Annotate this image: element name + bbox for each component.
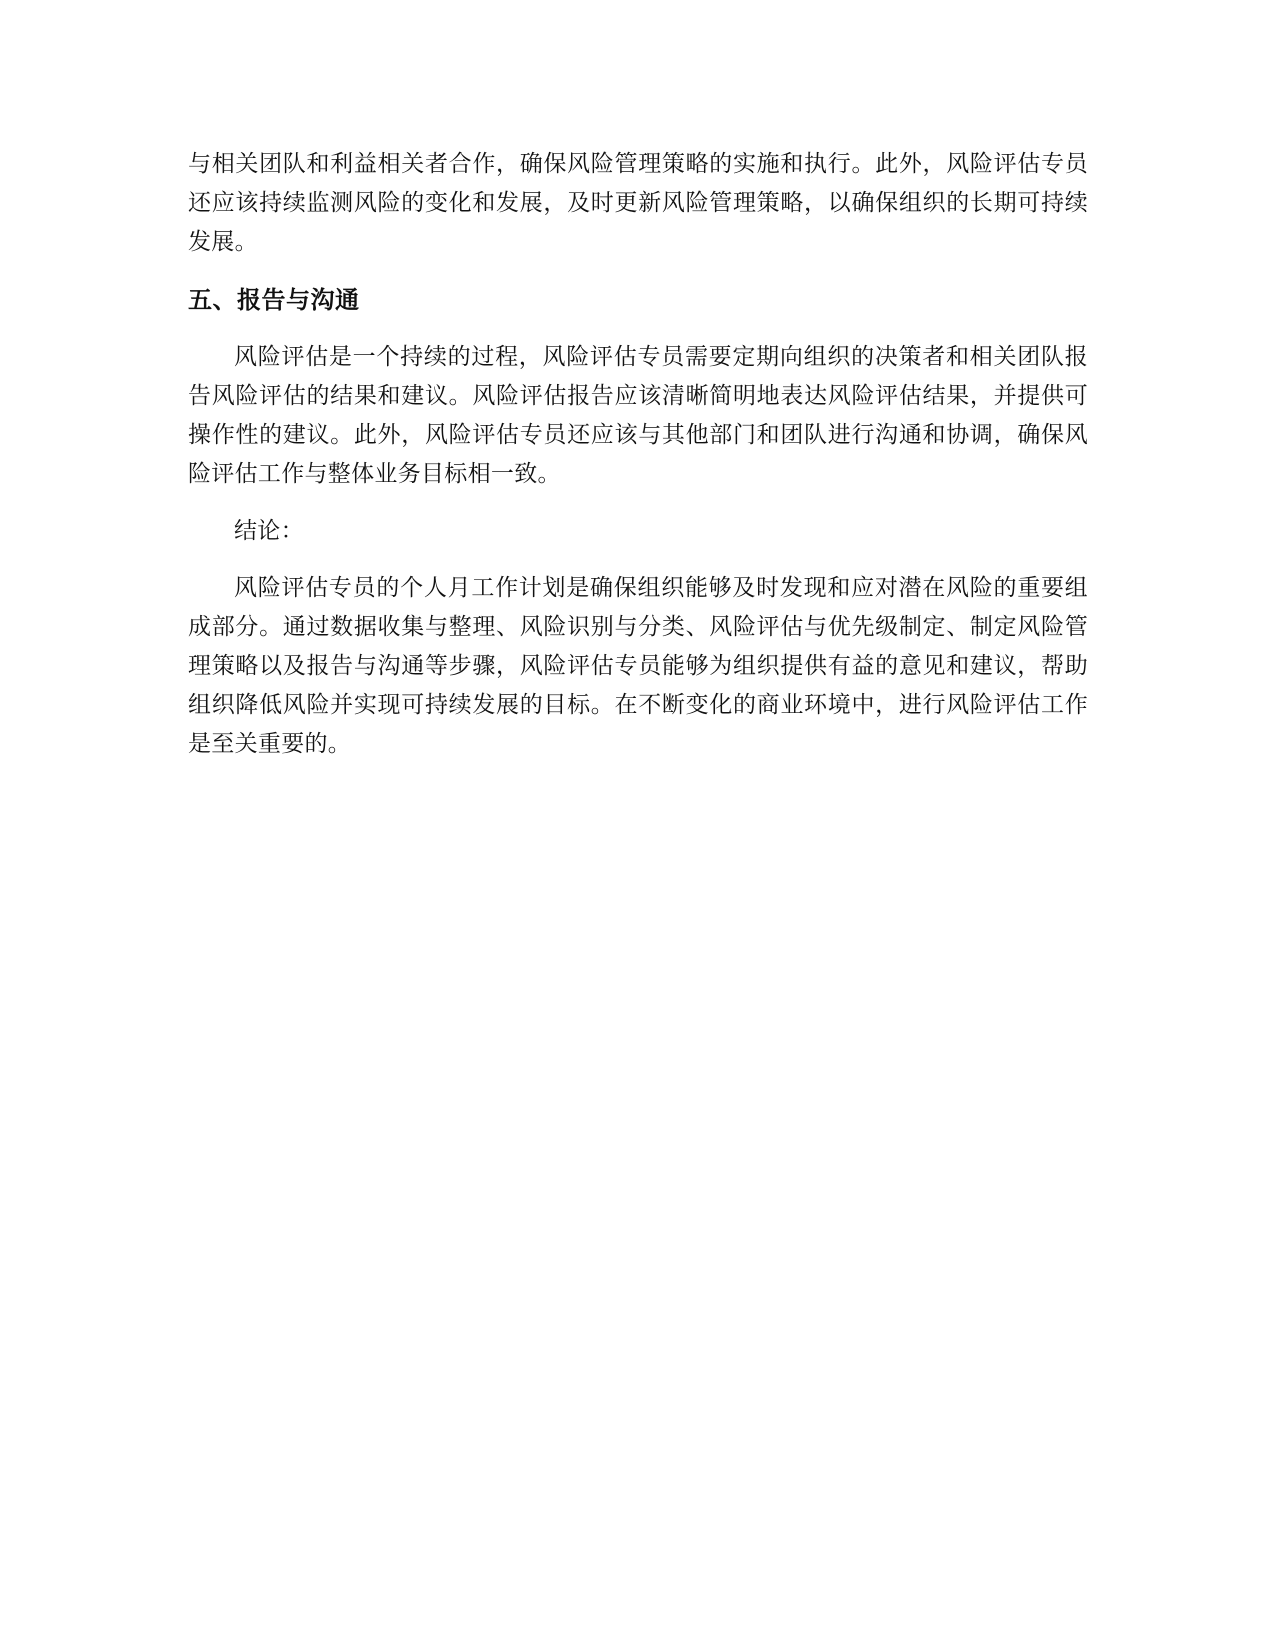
- document-body: [188, 145, 1088, 764]
- section-5-paragraph: 风险评估是一个持续的过程，风险评估专员需要定期向组织的决策者和相关团队报告风险评估的结果和建议。风险评估报告应该清晰简明地表达风险评估结果，并提供可操作性的建议。此外，风险评估专员还应该与其他部门和团队进行沟通和协调，确保风险评估工作与整体业务目标相一致。: [188, 344, 1088, 487]
- section-5-heading: 五、报告与沟通: [188, 286, 360, 314]
- conclusion-label: 结论：: [234, 518, 304, 544]
- continued-paragraph: 与相关团队和利益相关者合作，确保风险管理策略的实施和执行。此外，风险评估专员还应该持续监测风险的变化和发展，及时更新风险管理策略，以确保组织的长期可持续发展。: [188, 151, 1088, 255]
- conclusion-paragraph: 风险评估专员的个人月工作计划是确保组织能够及时发现和应对潜在风险的重要组成部分。通过数据收集与整理、风险识别与分类、风险评估与优先级制定、制定风险管理策略以及报告与沟通等步骤，风险评估专员能够为组织提供有益的意见和建议，帮助组织降低风险并实现可持续发展的目标。在不断变化的商业环境中，进行风险评估工作是至关重要的。: [188, 575, 1088, 757]
